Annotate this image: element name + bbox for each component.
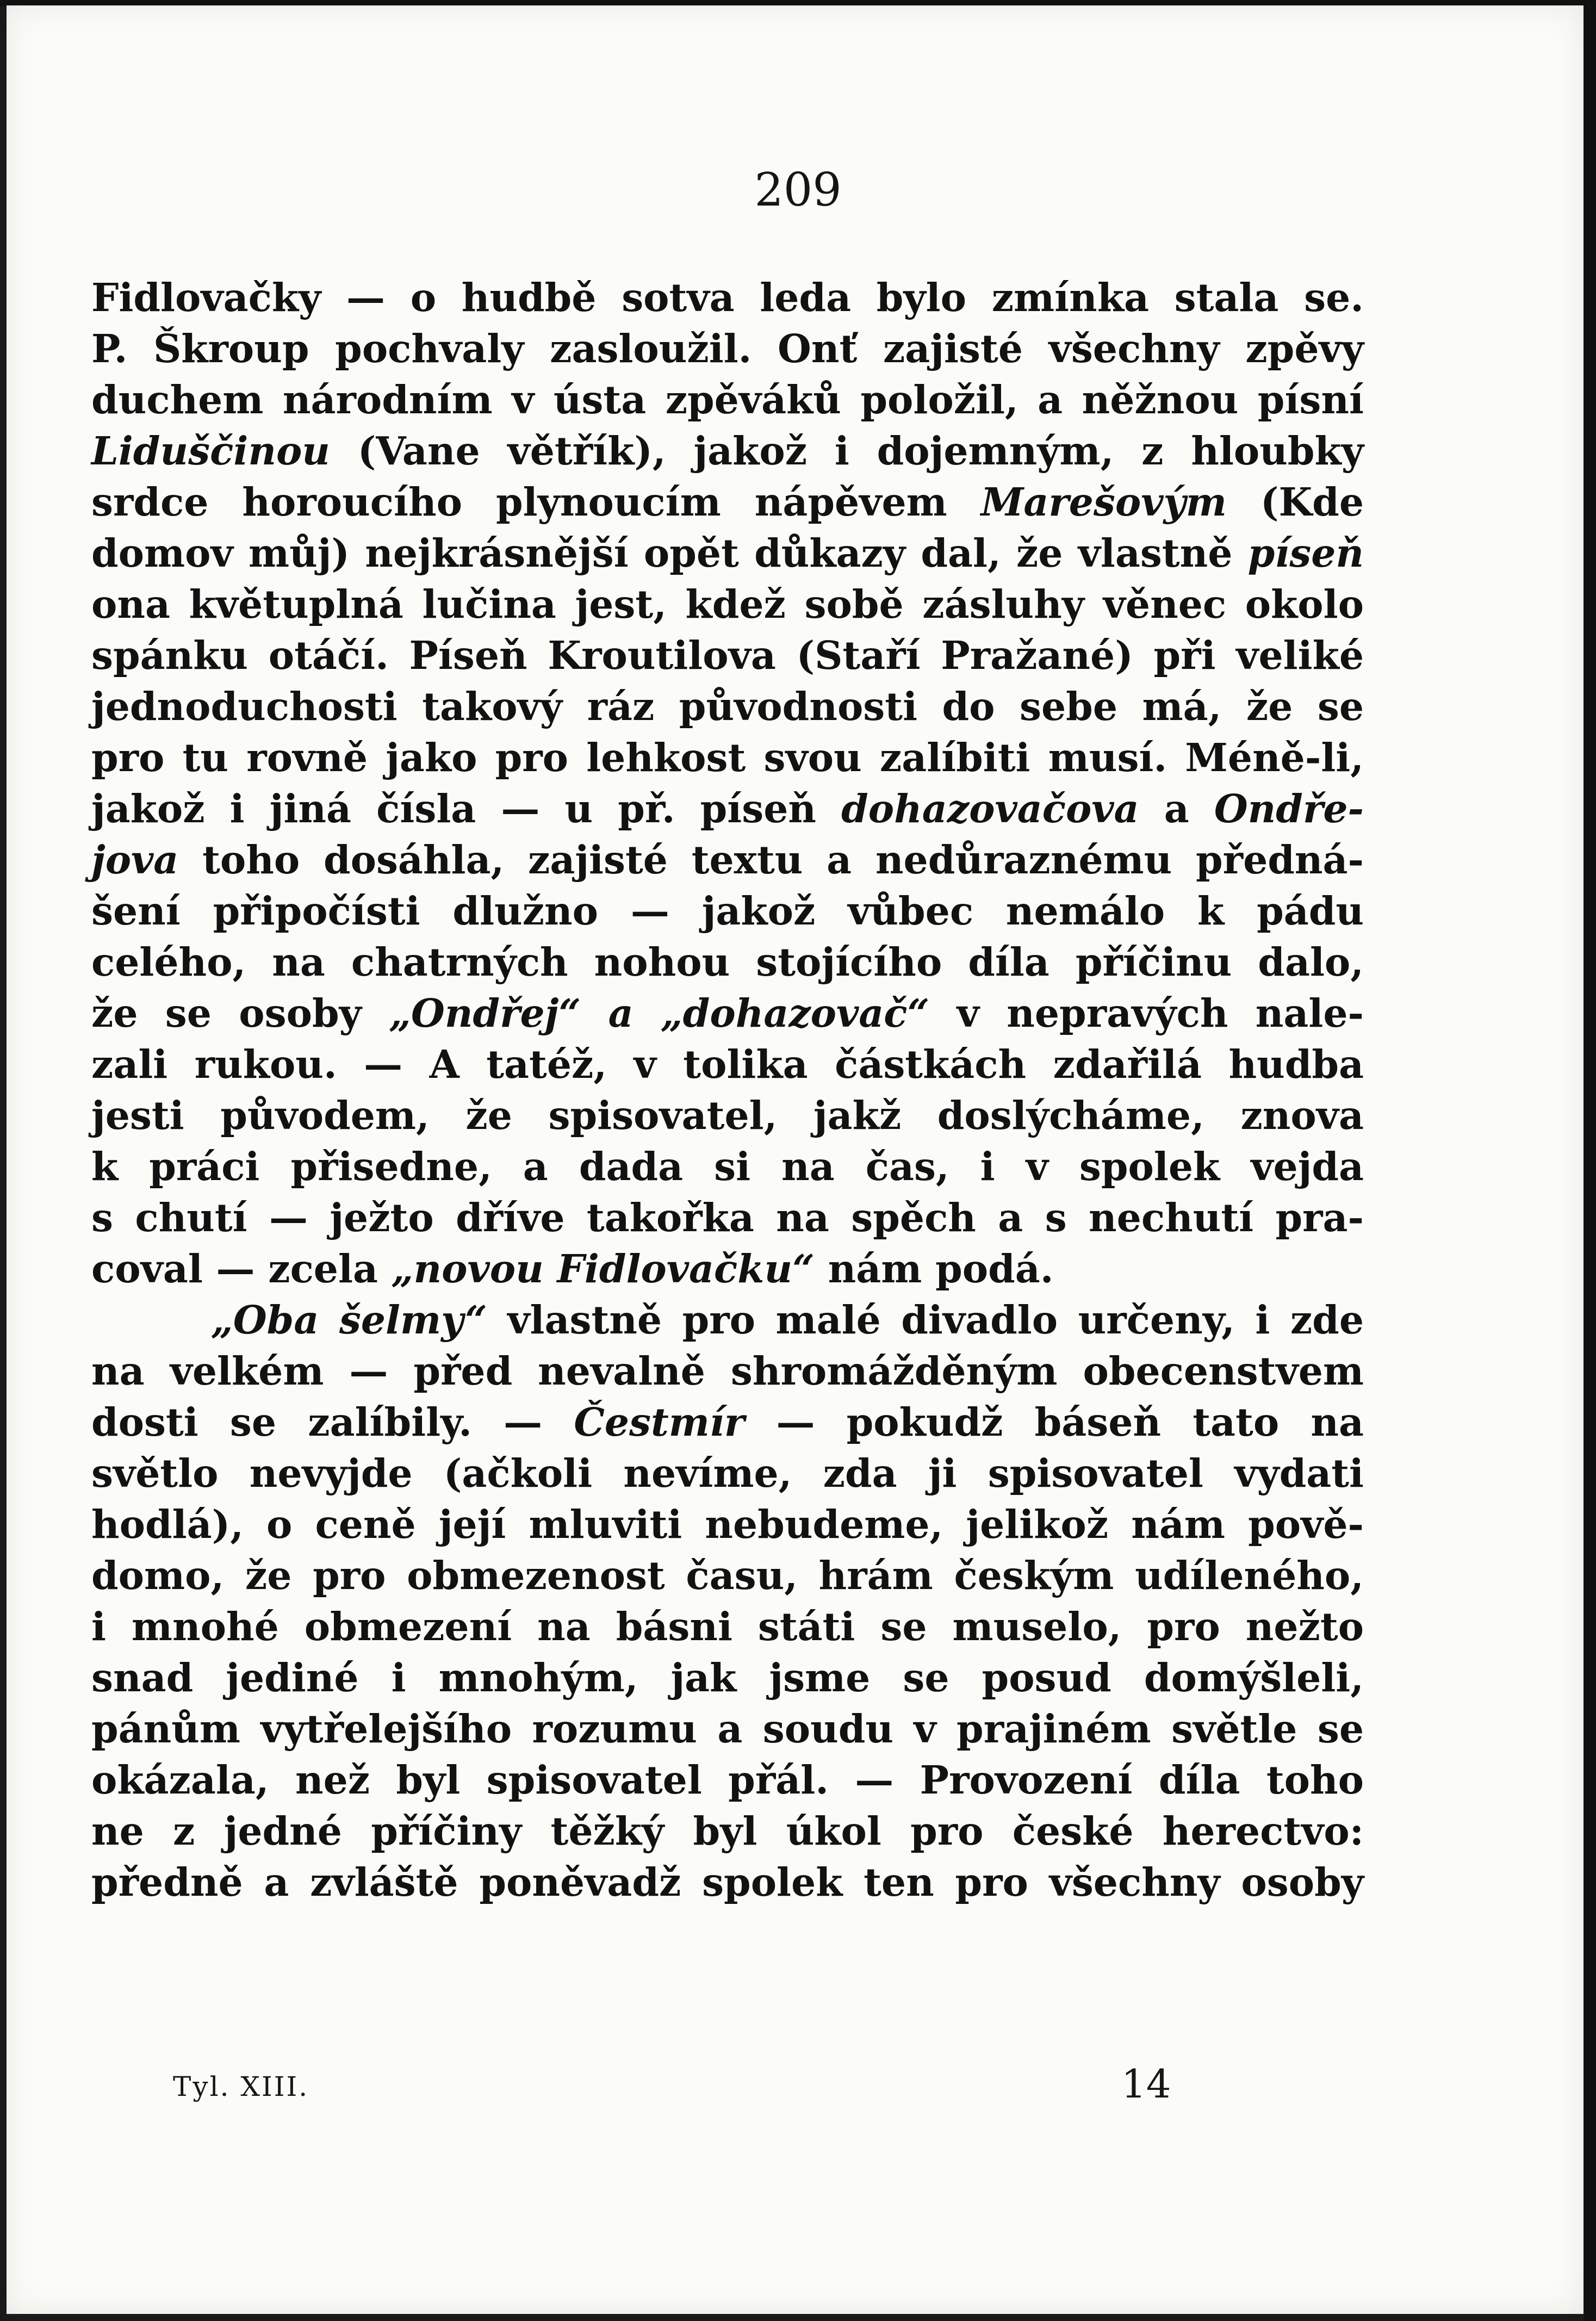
text-line: s chutí — ježto dříve takořka na spěch a s nechutí pra-	[91, 1195, 1364, 1240]
text-line	[91, 988, 1364, 1039]
text-segment: (Vane větřík), jakož i dojemným, z hloubky	[330, 428, 1364, 474]
text-line	[91, 425, 1364, 476]
text-segment: coval — zcela	[91, 1246, 392, 1292]
text-line	[91, 1294, 1364, 1345]
scan-border-right	[1584, 0, 1596, 2321]
italic-text: „novou Fidlovačku“	[391, 1246, 815, 1292]
text-line	[91, 476, 1364, 528]
text-line: duchem národním v ústa zpěváků položil, a něžnou písní	[91, 377, 1364, 423]
italic-text: jova	[91, 837, 179, 883]
text-segment: a	[1139, 786, 1214, 831]
text-line: spánku otáčí. Píseň Kroutilova (Staří Pražané) při veliké	[91, 632, 1364, 678]
text-line: zali rukou. — A tatéž, v tolika částkách zdařilá hudba	[91, 1041, 1364, 1087]
italic-text: Liduščinou	[91, 428, 330, 474]
text-segment: nám podá.	[814, 1246, 1054, 1292]
text-line	[91, 528, 1364, 579]
text-line: pánům vytřelejšího rozumu a soudu v prajiném světle se	[91, 1706, 1364, 1752]
text-segment: že se osoby	[91, 990, 389, 1036]
text-line: světlo nevyjde (ačkoli nevíme, zda ji spisovatel vydati	[91, 1450, 1364, 1496]
text-line: domo, že pro obmezenost času, hrám českým udíleného,	[91, 1553, 1364, 1598]
text-line: jesti původem, že spisovatel, jakž doslýcháme, znova	[91, 1093, 1364, 1138]
text-line	[91, 834, 1364, 885]
text-line: hodlá), o ceně její mluviti nebudeme, jelikož nám pově-	[91, 1501, 1364, 1547]
italic-text: píseň	[1247, 530, 1364, 576]
text-line: k práci přisedne, a dada si na čas, i v spolek vejda	[91, 1144, 1364, 1189]
text-line	[91, 1243, 1364, 1294]
text-line: i mnohé obmezení na básni státi se muselo, pro nežto	[91, 1604, 1364, 1649]
body-text	[91, 272, 1364, 1908]
printer-signature: Tyl. XIII.	[173, 2071, 309, 2102]
italic-text: Ondře-	[1214, 786, 1364, 831]
text-segment: v nepravých nale-	[929, 990, 1364, 1036]
italic-text: dohazovačova	[841, 786, 1139, 831]
text-line	[91, 1397, 1364, 1448]
text-line: ne z jedné příčiny těžký byl úkol pro české herectvo:	[91, 1808, 1364, 1854]
page-number: 209	[754, 163, 842, 216]
text-line: šení připočísti dlužno — jakož vůbec nemálo k pádu	[91, 888, 1364, 934]
text-segment: dosti se zalíbily. —	[91, 1399, 574, 1445]
sheet-number: 14	[1121, 2061, 1171, 2107]
text-line: okázala, než byl spisovatel přál. — Provození díla toho	[91, 1757, 1364, 1803]
text-segment: jakož i jiná čísla — u př. píseň	[91, 786, 842, 831]
page-footer	[0, 2061, 1596, 2110]
text-line: snad jediné i mnohým, jak jsme se posud domýšleli,	[91, 1655, 1364, 1701]
italic-text: Čestmír	[574, 1399, 745, 1445]
text-line: ona květuplná lučina jest, kdež sobě zásluhy věnec okolo	[91, 581, 1364, 627]
text-line: jednoduchosti takový ráz původnosti do sebe má, že se	[91, 684, 1364, 729]
text-segment: (Kde	[1226, 479, 1364, 525]
italic-text: Marešovým	[980, 479, 1227, 525]
text-segment: toho dosáhla, zajisté textu a nedůraznému předná-	[178, 837, 1364, 883]
text-line: předně a zvláště poněvadž spolek ten pro všechny osoby	[91, 1859, 1364, 1905]
italic-text: „Ondřej“ a „dohazovač“	[389, 990, 930, 1036]
text-line: pro tu rovně jako pro lehkost svou zalíbiti musí. Méně-li,	[91, 735, 1364, 780]
text-line: na velkém — před nevalně shromážděným obecenstvem	[91, 1348, 1364, 1394]
text-segment: vlastně pro malé divadlo určeny, i zde	[487, 1297, 1364, 1343]
text-line	[91, 783, 1364, 834]
text-segment: domov můj) nejkrásnější opět důkazy dal, že vlastně	[91, 530, 1248, 576]
italic-text: „Oba šelmy“	[211, 1297, 487, 1343]
text-segment: — pokudž báseň tato na	[744, 1399, 1364, 1445]
text-line: P. Škroup pochvaly zasloužil. Onť zajisté všechny zpěvy	[91, 326, 1364, 371]
text-line: Fidlovačky — o hudbě sotva leda bylo zmínka stala se.	[91, 275, 1364, 320]
text-line: celého, na chatrných nohou stojícího díla příčinu dalo,	[91, 939, 1364, 985]
text-segment: srdce horoucího plynoucím nápěvem	[91, 479, 981, 525]
